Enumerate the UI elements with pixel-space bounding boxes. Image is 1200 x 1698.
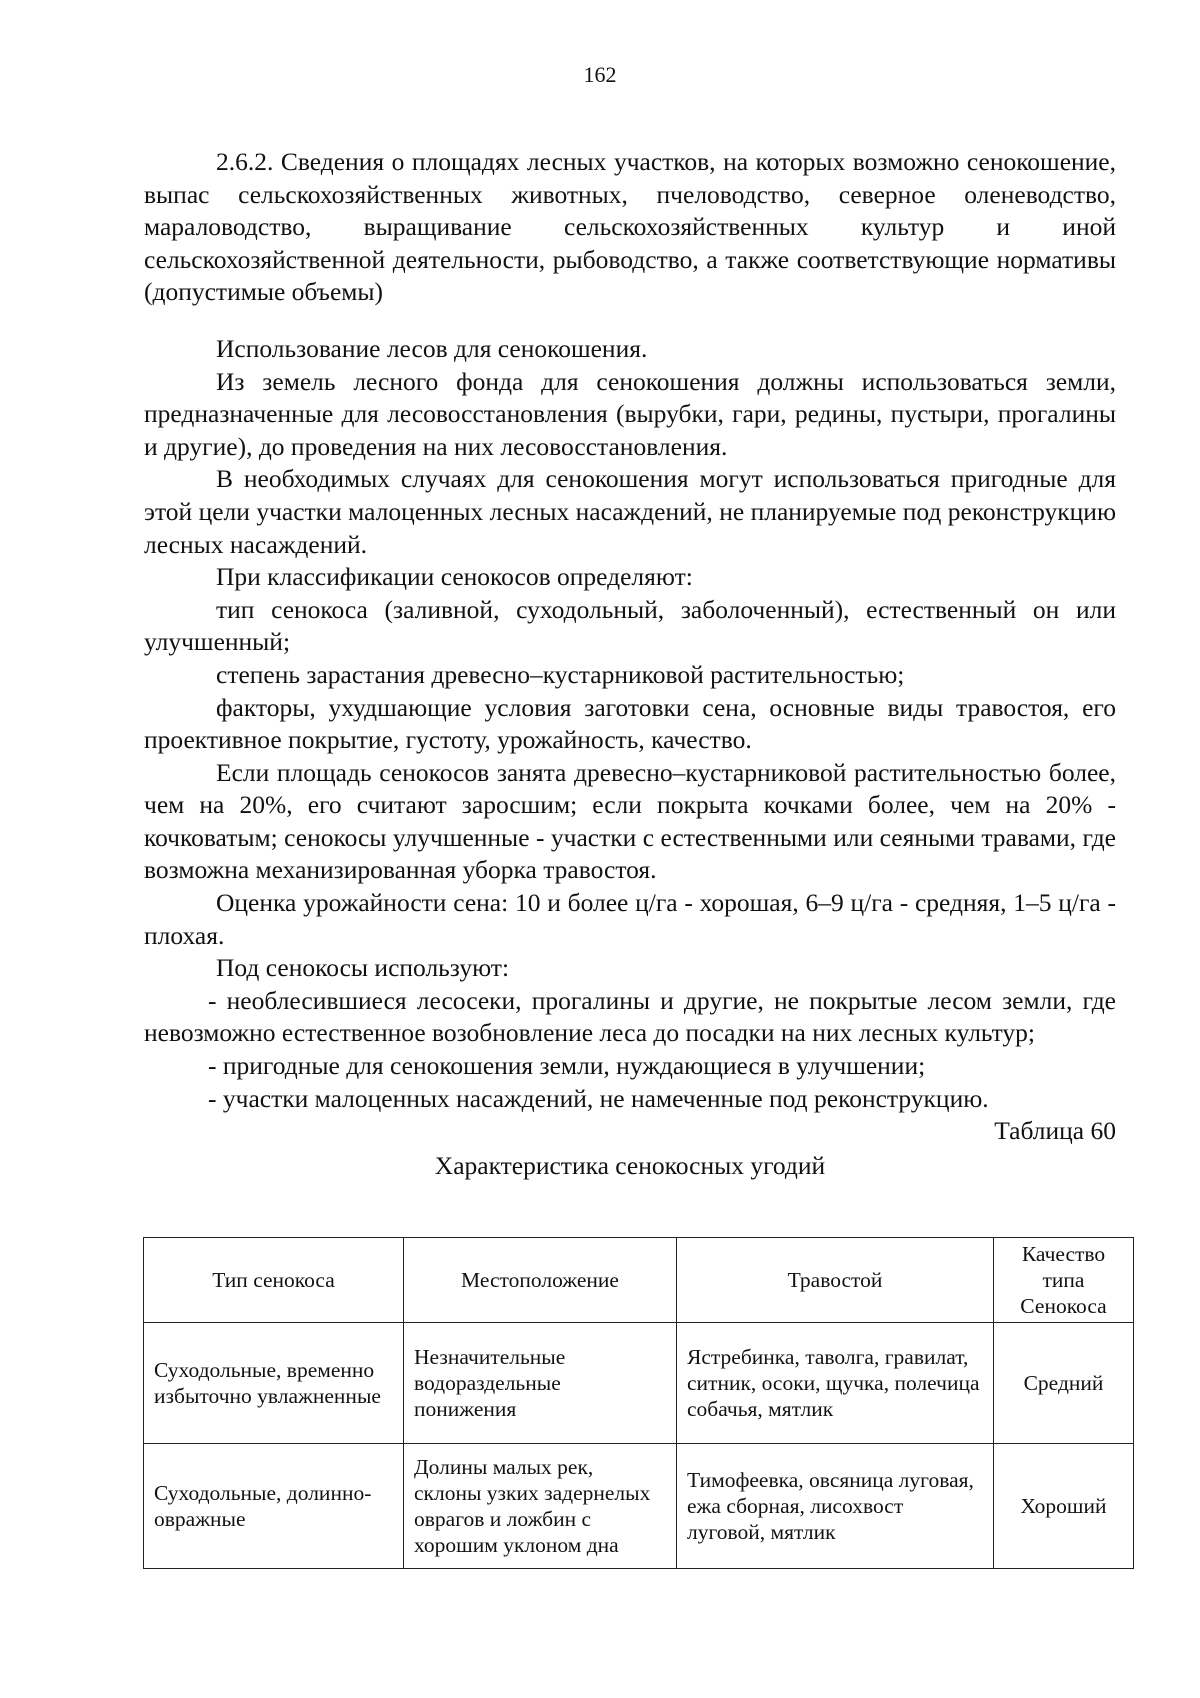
paragraph: Если площадь сенокосов занята древесно–кустарниковой растительностью более, чем на 20%, его считают заросшим; если покрыта кочками более, чем на 20% - кочковатым; сенокосы улучшенные - участки с естественными или сеяными травами, где возможна механизированная уборка травостоя. xyxy=(144,757,1116,885)
table-cell: Незначительные водораздельные понижения xyxy=(404,1323,677,1444)
paragraph: Оценка урожайности сена: 10 и более ц/га - хорошая, 6–9 ц/га - средняя, 1–5 ц/га - плохая. xyxy=(144,888,1116,950)
table-cell: Ястребинка, таволга, гравилат, ситник, осоки, щучка, полечица собачья, мятлик xyxy=(677,1323,994,1444)
column-header: Качество типа Сенокоса xyxy=(994,1238,1134,1323)
table-cell: Суходольные, временно избыточно увлажненные xyxy=(144,1323,404,1444)
paragraph: При классификации сенокосов определяют: xyxy=(216,562,693,592)
page-number: 162 xyxy=(583,62,617,87)
table-cell: Суходольные, долинно-овражные xyxy=(144,1444,404,1569)
table-row xyxy=(144,1323,1134,1444)
table-row xyxy=(144,1444,1134,1569)
table-title: Характеристика сенокосных угодий xyxy=(434,1150,826,1180)
list-item: - пригодные для сенокошения земли, нуждающиеся в улучшении; xyxy=(208,1051,926,1081)
column-header: Тип сенокоса xyxy=(144,1238,404,1323)
list-item: - необлесившиеся лесосеки, прогалины и другие, не покрытые лесом земли, где невозможно естественное возобновление леса до посадки на них лесных культур; xyxy=(144,985,1116,1048)
paragraph: тип сенокоса (заливной, суходольный, заболоченный), естественный он или улучшенный; xyxy=(144,594,1116,657)
paragraph: факторы, ухудшающие условия заготовки сена, основные виды травостоя, его проективное покрытие, густоту, урожайность, качество. xyxy=(144,692,1116,755)
paragraph: Использование лесов для сенокошения. xyxy=(216,333,648,363)
paragraph: Из земель лесного фонда для сенокошения должны использоваться земли, предназначенные для лесовосстановления (вырубки, гари, редины, пустыри, прогалины и другие), до проведения на них лесовосстановления. xyxy=(144,366,1116,461)
table-header-row xyxy=(144,1238,1134,1323)
paragraph: степень зарастания древесно–кустарниковой растительностью; xyxy=(216,659,905,689)
column-header: Травостой xyxy=(677,1238,994,1323)
list-item: - участки малоценных насаждений, не намеченные под реконструкцию. xyxy=(208,1083,989,1113)
section-heading: 2.6.2. Сведения о площадях лесных участков, на которых возможно сенокошение, выпас сельскохозяйственных животных, пчеловодство, северное оленеводство, мараловодство, выращивание сельскохозяйственных культур и иной сельскохозяйственной деятельности, рыбоводство, а также соответствующие нормативы (допустимые объемы) xyxy=(144,147,1116,307)
hayfield-table xyxy=(143,1237,1134,1569)
paragraph: В необходимых случаях для сенокошения могут использоваться пригодные для этой цели участки малоценных лесных насаждений, не планируемые под реконструкцию лесных насаждений. xyxy=(144,464,1116,559)
table-cell: Хороший xyxy=(994,1444,1134,1569)
paragraph: Под сенокосы используют: xyxy=(216,953,510,983)
table-number: Таблица 60 xyxy=(994,1116,1116,1146)
table-cell: Тимофеевка, овсяница луговая, ежа сборная, лисохвост луговой, мятлик xyxy=(677,1444,994,1569)
document-body xyxy=(144,146,1116,1182)
table-cell: Долины малых рек, склоны узких задернелых оврагов и ложбин с хорошим уклоном дна xyxy=(404,1444,677,1569)
table-cell: Средний xyxy=(994,1323,1134,1444)
column-header: Местоположение xyxy=(404,1238,677,1323)
